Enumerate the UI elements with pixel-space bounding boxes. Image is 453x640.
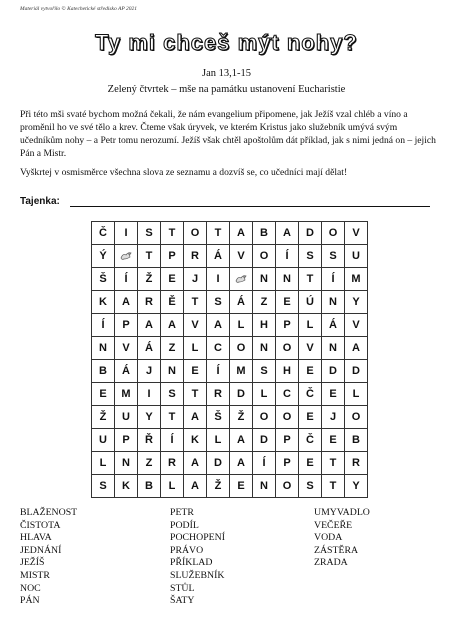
grid-cell[interactable]: N [92, 337, 115, 360]
grid-cell[interactable]: E [276, 291, 299, 314]
grid-row [92, 222, 368, 245]
grid-cell[interactable]: O [322, 222, 345, 245]
tajenka-label: Tajenka: [20, 196, 60, 207]
grid-cell[interactable]: A [230, 452, 253, 475]
word-list-column-3 [314, 507, 370, 570]
word-list-item: JEDNÁNÍ [20, 544, 62, 556]
grid-cell[interactable]: A [184, 452, 207, 475]
word-list-item: PRÁVO [170, 544, 204, 556]
grid-cell[interactable]: K [92, 291, 115, 314]
grid-cell[interactable]: N [276, 268, 299, 291]
subtitle: Zelený čtvrtek – mše na památku ustanovení Eucharistie [107, 84, 346, 95]
grid-cell[interactable]: Č [299, 429, 322, 452]
grid-cell[interactable]: D [207, 452, 230, 475]
grid-cell[interactable]: V [184, 314, 207, 337]
grid-cell[interactable]: T [184, 291, 207, 314]
grid-cell[interactable]: L [299, 314, 322, 337]
grid-cell[interactable]: E [299, 360, 322, 383]
grid-cell[interactable]: Š [207, 406, 230, 429]
dove-icon[interactable] [230, 268, 253, 291]
word-list-item: STŮL [170, 582, 195, 594]
grid-cell[interactable]: T [207, 222, 230, 245]
word-list-item: VODA [314, 532, 343, 544]
grid-cell[interactable]: C [276, 383, 299, 406]
grid-cell[interactable]: E [322, 429, 345, 452]
grid-cell[interactable]: N [322, 337, 345, 360]
word-search-grid [91, 221, 368, 498]
credit-line: Materiál vytvořilo © Katechetické středisko AP 2021 [20, 6, 138, 12]
grid-cell[interactable]: Y [345, 291, 368, 314]
grid-cell[interactable]: E [92, 383, 115, 406]
grid-cell[interactable]: K [184, 429, 207, 452]
grid-cell[interactable]: U [92, 429, 115, 452]
grid-cell[interactable]: Í [322, 268, 345, 291]
grid-cell[interactable]: Ř [138, 429, 161, 452]
word-list-item: UMYVADLO [314, 507, 370, 518]
grid-cell[interactable]: A [161, 314, 184, 337]
grid-cell[interactable]: Á [115, 360, 138, 383]
grid-cell[interactable]: Í [207, 360, 230, 383]
grid-cell[interactable]: U [345, 245, 368, 268]
grid-cell[interactable]: U [115, 406, 138, 429]
grid-cell[interactable]: V [115, 337, 138, 360]
word-list-item: PODÍL [170, 519, 199, 531]
grid-cell[interactable]: V [230, 245, 253, 268]
word-list-item: VEČEŘE [314, 519, 353, 531]
grid-cell[interactable]: R [345, 452, 368, 475]
dove-icon[interactable] [115, 245, 138, 268]
grid-cell[interactable]: Á [322, 314, 345, 337]
grid-cell[interactable]: A [345, 337, 368, 360]
grid-cell[interactable]: D [230, 383, 253, 406]
grid-cell[interactable]: I [207, 268, 230, 291]
grid-cell[interactable]: Á [207, 245, 230, 268]
grid-cell[interactable]: Í [276, 245, 299, 268]
grid-cell[interactable]: N [253, 268, 276, 291]
grid-cell[interactable]: S [138, 222, 161, 245]
grid-cell[interactable]: R [138, 291, 161, 314]
word-list-item: MISTR [20, 569, 50, 581]
grid-row [92, 291, 368, 314]
grid-cell[interactable]: Ž [230, 406, 253, 429]
grid-cell[interactable]: O [184, 222, 207, 245]
grid-cell[interactable]: R [184, 245, 207, 268]
grid-cell[interactable]: O [253, 406, 276, 429]
grid-cell[interactable]: S [92, 475, 115, 498]
grid-cell[interactable]: A [115, 291, 138, 314]
grid-cell[interactable]: S [207, 291, 230, 314]
grid-cell[interactable]: Z [138, 452, 161, 475]
grid-cell[interactable]: E [299, 406, 322, 429]
grid-row [92, 406, 368, 429]
grid-cell[interactable]: I [115, 222, 138, 245]
grid-row [92, 337, 368, 360]
grid-cell[interactable]: V [299, 337, 322, 360]
grid-cell[interactable]: V [345, 314, 368, 337]
grid-cell[interactable]: Ž [138, 268, 161, 291]
grid-row [92, 314, 368, 337]
grid-cell[interactable]: Ý [92, 245, 115, 268]
grid-cell[interactable]: A [230, 222, 253, 245]
grid-cell[interactable]: N [253, 475, 276, 498]
grid-row [92, 452, 368, 475]
word-list-item: ZÁSTĚRA [314, 544, 359, 556]
grid-cell[interactable]: N [115, 452, 138, 475]
grid-cell[interactable]: L [184, 337, 207, 360]
grid-cell[interactable]: Ú [299, 291, 322, 314]
grid-cell[interactable]: R [207, 383, 230, 406]
word-list-item: NOC [20, 582, 41, 594]
grid-cell[interactable]: Y [138, 406, 161, 429]
grid-cell[interactable]: T [299, 268, 322, 291]
grid-cell[interactable]: R [161, 452, 184, 475]
grid-cell[interactable]: Á [138, 337, 161, 360]
grid-cell[interactable]: O [276, 406, 299, 429]
grid-cell[interactable]: H [253, 314, 276, 337]
grid-cell[interactable]: Ě [161, 291, 184, 314]
grid-cell[interactable]: Í [161, 429, 184, 452]
grid-cell[interactable]: J [322, 406, 345, 429]
grid-cell[interactable]: B [253, 222, 276, 245]
grid-cell[interactable]: L [230, 314, 253, 337]
grid-cell[interactable]: A [138, 314, 161, 337]
grid-cell[interactable]: S [299, 475, 322, 498]
grid-cell[interactable]: N [253, 337, 276, 360]
grid-cell[interactable]: O [253, 245, 276, 268]
grid-cell[interactable]: Z [253, 291, 276, 314]
grid-cell[interactable]: Í [92, 314, 115, 337]
word-list-item: POCHOPENÍ [170, 532, 225, 544]
grid-cell[interactable]: A [230, 429, 253, 452]
grid-cell[interactable]: N [322, 291, 345, 314]
grid-row [92, 429, 368, 452]
grid-cell[interactable]: T [322, 452, 345, 475]
grid-cell[interactable]: N [161, 360, 184, 383]
grid-cell[interactable]: Ž [207, 475, 230, 498]
grid-cell[interactable]: T [161, 406, 184, 429]
word-list-item: ZRADA [314, 557, 348, 569]
word-list-column-2 [170, 507, 225, 608]
grid-cell[interactable]: T [138, 245, 161, 268]
grid-cell[interactable]: B [138, 475, 161, 498]
page-title: Ty mi chceš mýt nohy? [95, 30, 358, 55]
grid-cell[interactable]: P [115, 314, 138, 337]
grid-cell[interactable]: Í [115, 268, 138, 291]
grid-cell[interactable]: D [345, 360, 368, 383]
grid-cell[interactable]: L [253, 383, 276, 406]
grid-cell[interactable]: T [161, 222, 184, 245]
grid-cell[interactable]: E [161, 268, 184, 291]
word-list-item: ŠATY [170, 595, 195, 607]
word-list-item: PÁN [20, 595, 40, 607]
grid-cell[interactable]: H [276, 360, 299, 383]
grid-cell[interactable]: Y [345, 475, 368, 498]
grid-cell[interactable]: E [322, 383, 345, 406]
grid-cell[interactable]: T [184, 383, 207, 406]
grid-cell[interactable]: S [253, 360, 276, 383]
bible-reference: Jan 13,1-15 [202, 68, 251, 79]
grid-cell[interactable]: Č [92, 222, 115, 245]
grid-cell[interactable]: C [207, 337, 230, 360]
grid-row [92, 268, 368, 291]
grid-cell[interactable]: L [161, 475, 184, 498]
grid-cell[interactable]: S [322, 245, 345, 268]
grid-cell[interactable]: A [207, 314, 230, 337]
grid-cell[interactable]: I [138, 383, 161, 406]
grid-cell[interactable]: D [322, 360, 345, 383]
grid-cell[interactable]: Z [161, 337, 184, 360]
grid-cell[interactable]: O [276, 337, 299, 360]
grid-cell[interactable]: Č [299, 383, 322, 406]
grid-cell[interactable]: P [115, 429, 138, 452]
grid-cell[interactable]: A [276, 222, 299, 245]
grid-row [92, 360, 368, 383]
grid-cell[interactable]: S [161, 383, 184, 406]
grid-cell[interactable]: P [276, 314, 299, 337]
word-list-item: PETR [170, 507, 194, 518]
word-list-column-1 [20, 507, 77, 608]
word-list-item: ČISTOTA [20, 519, 61, 531]
grid-cell[interactable]: T [322, 475, 345, 498]
grid-cell[interactable]: A [184, 475, 207, 498]
grid-cell[interactable]: M [345, 268, 368, 291]
grid-cell[interactable]: Í [253, 452, 276, 475]
grid-cell[interactable]: E [299, 452, 322, 475]
grid-cell[interactable]: J [184, 268, 207, 291]
grid-cell[interactable]: O [345, 406, 368, 429]
grid-cell[interactable]: J [138, 360, 161, 383]
grid-cell[interactable]: M [230, 360, 253, 383]
word-list-item: BLAŽENOST [20, 507, 78, 518]
grid-cell[interactable]: Á [230, 291, 253, 314]
grid-cell[interactable]: B [345, 429, 368, 452]
grid-cell[interactable]: Ž [92, 406, 115, 429]
tajenka-answer-line[interactable] [70, 206, 430, 207]
grid-cell[interactable]: E [184, 360, 207, 383]
grid-cell[interactable]: P [276, 429, 299, 452]
word-list-item: PŘÍKLAD [170, 557, 213, 569]
word-list-item: JEŽÍŠ [20, 557, 45, 569]
grid-cell[interactable]: M [115, 383, 138, 406]
grid-cell[interactable]: L [92, 452, 115, 475]
grid-row [92, 383, 368, 406]
grid-cell[interactable]: S [299, 245, 322, 268]
grid-cell[interactable]: Š [92, 268, 115, 291]
grid-cell[interactable]: E [230, 475, 253, 498]
grid-cell[interactable]: V [345, 222, 368, 245]
grid-cell[interactable]: D [299, 222, 322, 245]
word-list-item: SLUŽEBNÍK [170, 569, 225, 581]
grid-cell[interactable]: B [92, 360, 115, 383]
grid-cell[interactable]: O [276, 475, 299, 498]
grid-cell[interactable]: L [207, 429, 230, 452]
intro-paragraph: Při této mši svaté bychom možná čekali, že nám evangelium připomene, jak Ježíš vzal chléb a víno a proměnil ho ve své tělo a krev. Čteme však úryvek, ve kterém Kristus jako služebník umývá svým učedníkům nohy – a Petr tomu nerozumí. Ježíš však chtěl apoštolům dát příklad, jak s nimi jedná on – jejich Pán a Mistr. [20, 109, 436, 159]
word-list-item: HLAVA [20, 532, 52, 544]
grid-cell[interactable]: A [184, 406, 207, 429]
grid-row [92, 475, 368, 498]
grid-cell[interactable]: O [230, 337, 253, 360]
grid-cell[interactable]: D [253, 429, 276, 452]
instruction-text: Vyškrtej v osmisměrce všechna slova ze seznamu a dozvíš se, co učedníci mají dělat! [20, 167, 348, 178]
grid-cell[interactable]: K [115, 475, 138, 498]
grid-cell[interactable]: L [345, 383, 368, 406]
grid-row [92, 245, 368, 268]
grid-cell[interactable]: P [161, 245, 184, 268]
grid-cell[interactable]: P [276, 452, 299, 475]
